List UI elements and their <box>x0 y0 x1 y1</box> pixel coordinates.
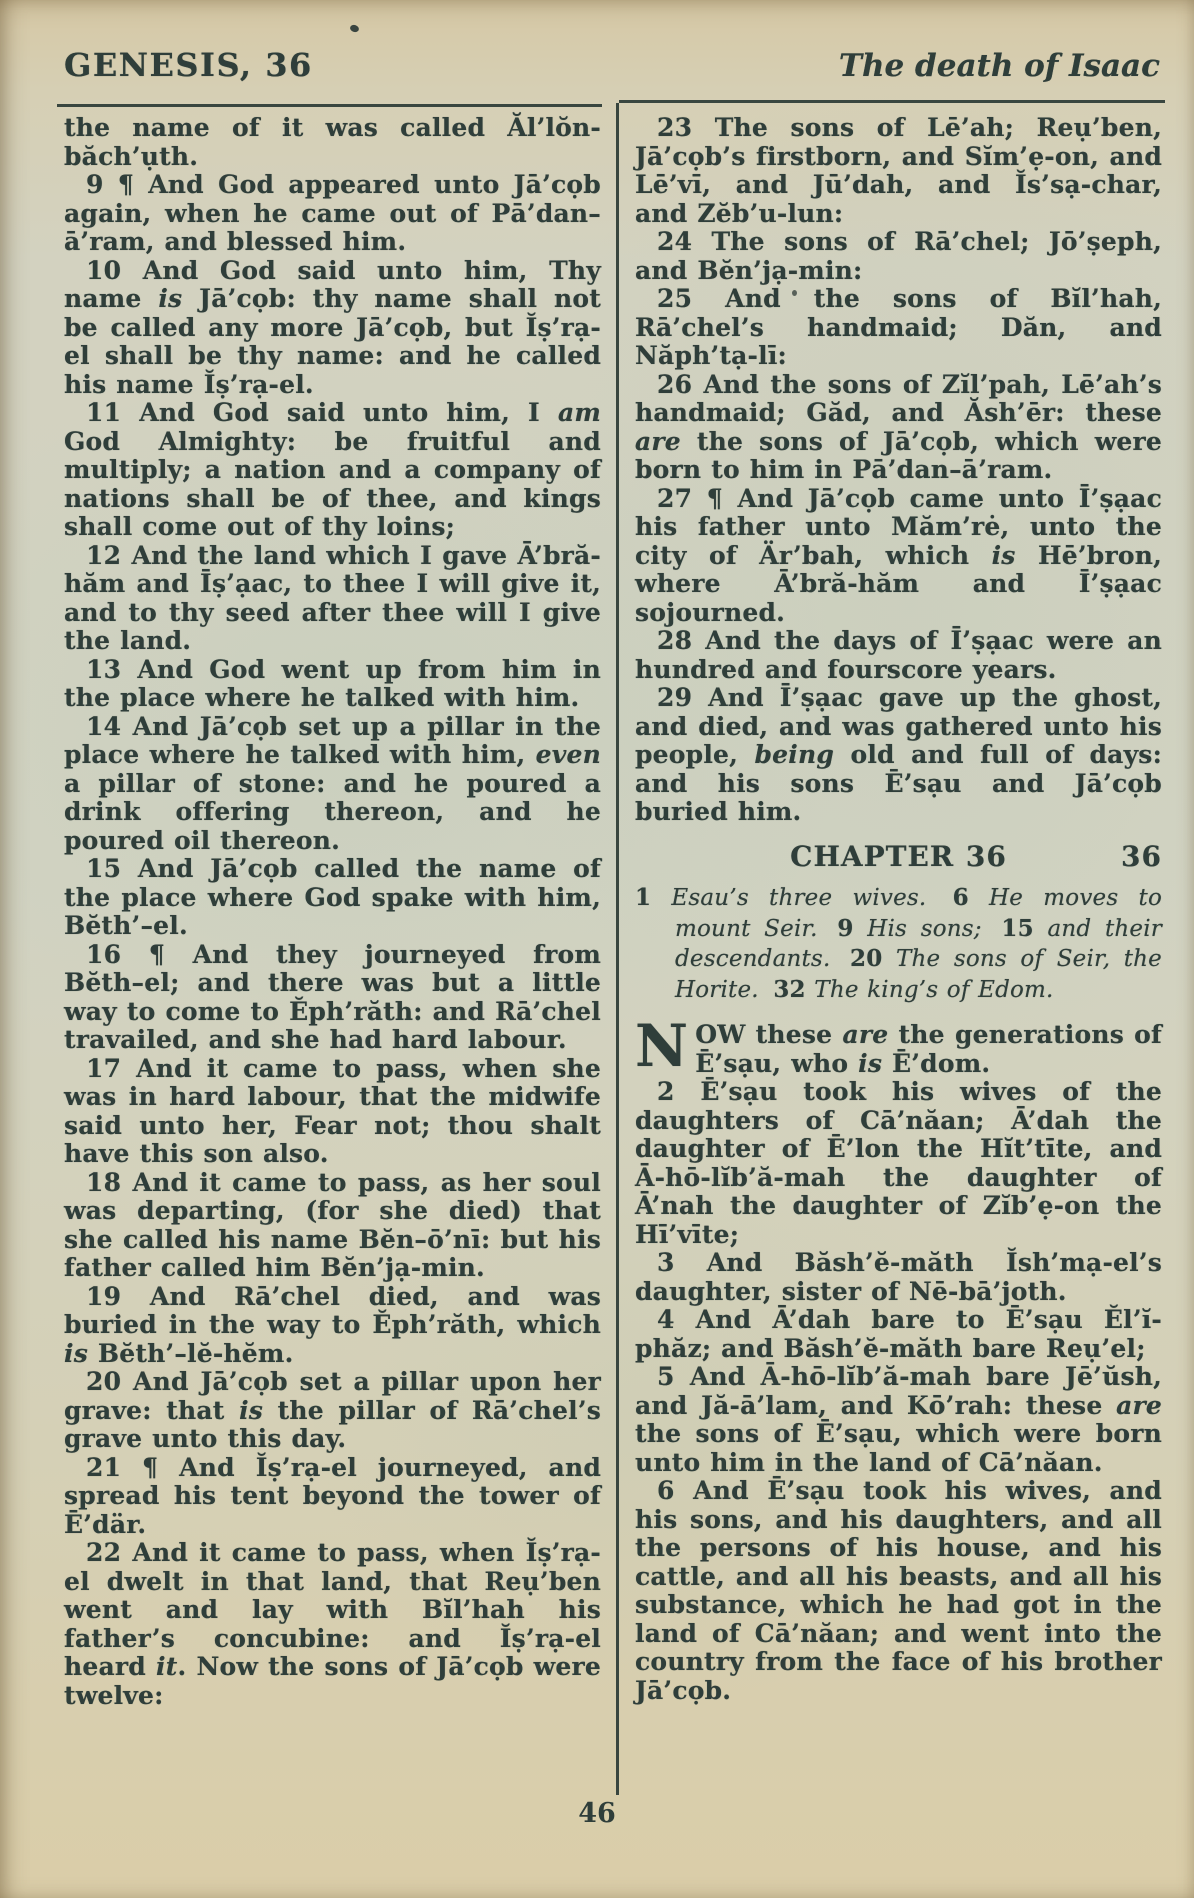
page-title: GENESIS, 36 <box>64 46 313 84</box>
summary-text: Esau’s three wives. <box>671 885 927 911</box>
verse-number: 12 <box>86 540 122 570</box>
verse: 20 And Jā’cọb set a pillar upon her grave: that is the pillar of Rā’chel’s grave unto this day. <box>64 1367 601 1453</box>
verse: 15 And Jā’cọb called the name of the place where God spake with him, Bĕth’–el. <box>64 854 602 940</box>
verse-number: 29 <box>657 683 693 712</box>
verses-after-chapter <box>635 1012 1163 1705</box>
verse: 9 ¶ And God appeared unto Jā’cọb again, when he came out of Pā’dan–ā’ram, and blessed him. <box>64 170 601 256</box>
verse-number: 17 <box>86 1053 122 1083</box>
verse-number: 25 <box>657 284 693 313</box>
verse-number: 13 <box>86 654 122 684</box>
drop-cap: N <box>635 1012 689 1080</box>
summary-verse-number: 1 <box>635 884 652 911</box>
verse-number: 24 <box>657 227 693 256</box>
verse: 24 The sons of Rā’chel; Jō’ṣeph, and Bĕn’jạ-min: <box>635 227 1162 285</box>
chapter-summary <box>635 883 1162 1005</box>
verse-number: 4 <box>657 1305 675 1334</box>
chapter-heading <box>635 839 1162 873</box>
verse: 28 And the days of Ī’ṣạac were an hundred and fourscore years. <box>635 626 1162 684</box>
verse-number: 11 <box>86 398 122 427</box>
left-column <box>64 114 601 1710</box>
pilcrow-mark: ¶ <box>148 939 165 969</box>
verse: 13 And God went up from him in the place where he talked with him. <box>64 654 602 712</box>
verse: 5 And Ā-hō-lĭb’ă-mah bare Jē’ŭsh, and Jă-ā’lam, and Kō’rah: these are the sons of Ē’sạu, which were born unto him in the land of Cā’năan. <box>635 1362 1163 1477</box>
summary-text: The king’s of Edom. <box>814 976 1054 1003</box>
verse-number: 19 <box>86 1281 122 1311</box>
column-divider <box>616 103 619 1795</box>
pilcrow-mark: ¶ <box>706 483 723 513</box>
verse: 29 And Ī’ṣạac gave up the ghost, and died, and was gathered unto his people, being old and full of days: and his sons Ē’sạu and Jā’cọb buried him. <box>635 683 1163 826</box>
verse: 22 And it came to pass, when Ĭṣ’rạ-el dwelt in that land, that Reụ’ben went and lay with Bĭl’hah his father’s concubine: and Ĭṣ’rạ-el heard it. Now the sons of Jā’cọb were twelve: <box>64 1538 601 1710</box>
summary-verse-number: 32 <box>773 975 806 1003</box>
verse-number: 10 <box>86 255 122 285</box>
verse-number: 6 <box>657 1476 675 1505</box>
verse-number: 5 <box>657 1362 675 1391</box>
verse-number: 28 <box>657 626 693 655</box>
verse: 14 And Jā’cọb set up a pillar in the place where he talked with him, even a pillar of stone: and he poured a drink offering thereon, and he poured oil thereon. <box>64 711 602 855</box>
verse: 17 And it came to pass, when she was in hard labour, that the midwife said unto her, Fear not; thou shalt have this son also. <box>64 1053 602 1168</box>
verse: 26 And the sons of Zĭl’pah, Lē’ah’s handmaid; Găd, and Ăsh’ēr: these are the sons of Jā’cọb, which were born to him in Pā’dan–ā’ram. <box>635 369 1162 484</box>
verse: 2 Ē’sạu took his wives of the daughters of Cā’năan; Ā’dah the daughter of Ē’lon the Hĭt’tīte, and Ā-hō-lĭb’ă-mah the daughter of Ā’nah the daughter of Zĭb’ẹ-on the Hī’vīte; <box>635 1077 1162 1249</box>
summary-verse-number: 20 <box>849 945 883 972</box>
verse: NOW these are the generations of Ē’sạu, who is Ē’dom. <box>635 1012 1163 1080</box>
pilcrow-mark: ¶ <box>142 1452 159 1482</box>
verse: 18 And it came to pass, as her soul was departing, (for she died) that she called his name Bĕn–ō’nī: but his father called him Bĕn’jạ-min. <box>64 1167 601 1282</box>
verse-number: 3 <box>657 1248 675 1277</box>
summary-text: He moves to mount Seir. <box>675 885 1163 942</box>
pilcrow-mark: ¶ <box>117 170 134 199</box>
verse: 11 And God said unto him, I am God Almighty: be fruitful and multiply; a nation and a company of nations shall be of thee, and kings shall come out of thy loins; <box>64 398 602 541</box>
summary-verse-number: 6 <box>952 884 969 911</box>
chapter-margin-number: 36 <box>1121 839 1162 873</box>
summary-verse-number: 9 <box>837 914 854 942</box>
summary-text: The sons of Seir, the Horite. <box>675 946 1162 1003</box>
verse-number: 16 <box>86 939 122 969</box>
verse: 21 ¶ And Ĭṣ’rạ-el journeyed, and spread his tent beyond the tower of Ē’där. <box>64 1452 602 1539</box>
verse-number: 26 <box>657 369 693 399</box>
verse-number: 18 <box>86 1167 122 1197</box>
verse: 3 And Băsh’ĕ-măth Ĭsh’mạ-el’s daughter, sister of Nē-bā’joth. <box>635 1248 1162 1306</box>
chapter-heading-label: CHAPTER 36 <box>790 839 1007 873</box>
verse-number: 20 <box>86 1367 122 1396</box>
verse: 25 And the sons of Bĭl’hah, Rā’chel’s handmaid; Dăn, and Năph’tạ-lī: <box>635 284 1162 370</box>
summary-verse-number: 15 <box>1001 914 1034 942</box>
page-number: 46 <box>578 1798 616 1829</box>
header-rule-left <box>57 104 602 107</box>
verse: 10 And God said unto him, Thy name is Jā’cọb: thy name shall not be called any more Jā’cọb, but Ĭṣ’rạ-el shall be thy name: and he called his name Ĭṣ’rạ-el. <box>64 255 601 399</box>
ink-speck <box>349 24 360 34</box>
summary-text: His sons; <box>867 915 982 942</box>
verse: 4 And Ā’dah bare to Ē’sạu Ĕl’ĭ-phăz; and Băsh’ĕ-măth bare Reụ’el; <box>635 1305 1162 1363</box>
verses-before-chapter <box>635 114 1162 827</box>
verse: 19 And Rā’chel died, and was buried in the way to Ĕph’răth, which is Bĕth’–lĕ-hĕm. <box>64 1281 601 1368</box>
verse-number: 23 <box>657 113 693 142</box>
verse-number: 15 <box>86 854 122 883</box>
verse: 27 ¶ And Jā’cọb came unto Ī’ṣạac his father unto Măm’rė, unto the city of Är’bah, which is Hē’bron, where Ā’bră-hăm and Ī’ṣạac sojourned. <box>635 483 1162 627</box>
verse-number: 9 <box>86 170 104 199</box>
verse: 12 And the land which I gave Ā’bră-hăm and Īṣ’ạac, to thee I will give it, and to thy seed after thee will I give the land. <box>64 540 602 655</box>
verse-number: 2 <box>657 1077 675 1106</box>
right-column <box>635 114 1162 1705</box>
verse: 23 The sons of Lē’ah; Reụ’ben, Jā’cọb’s firstborn, and Sĭm’ẹ-on, and Lē’vī, and Jū’dah, and Ĭs’sạ-char, and Zĕb’u-lun: <box>635 113 1163 228</box>
running-title: The death of Isaac <box>838 48 1160 84</box>
verse: 6 And Ē’sạu took his wives, and his sons, and his daughters, and all the persons of his house, and his cattle, and all his beasts, and all his substance, which he had got in the land of Cā’năan; and went into the country from the face of his brother Jā’cọb. <box>635 1476 1162 1705</box>
verse-number: 22 <box>86 1538 122 1567</box>
verse-number: 27 <box>657 483 693 513</box>
summary-text: and their descendants. <box>675 915 1162 972</box>
verse-number: 21 <box>86 1452 122 1482</box>
verse: the name of it was called Ăl’lŏn-băch’ụth. <box>64 113 601 171</box>
verse-number: 14 <box>86 711 122 741</box>
verse: 16 ¶ And they journeyed from Bĕth–el; and there was but a little way to come to Ĕph’răth: and Rā’chel travailed, and she had hard labour. <box>64 939 601 1054</box>
header-rule-right <box>619 100 1165 103</box>
